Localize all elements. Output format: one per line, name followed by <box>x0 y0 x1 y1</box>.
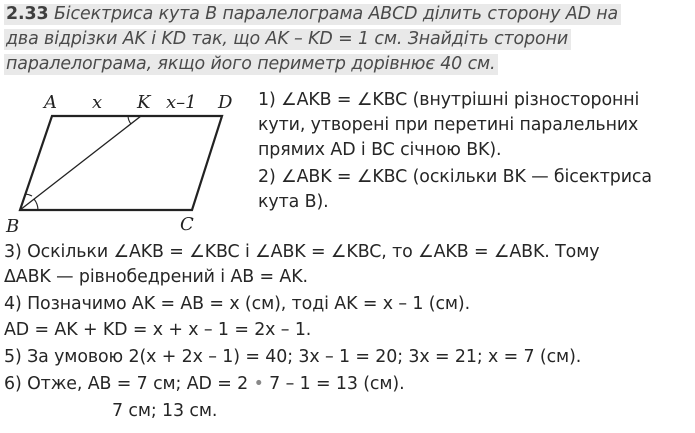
parallelogram-abcd <box>20 116 222 210</box>
problem-line-3: паралелограма, якщо його периметр дорівнює 40 см. <box>4 54 498 75</box>
multiplication-dot: • <box>253 374 264 394</box>
step-6 <box>4 372 405 397</box>
step-6-text-start: 6) Отже, AB = 7 см; AD = 2 <box>4 374 249 394</box>
vertex-label-a: A <box>44 92 57 113</box>
vertex-label-c: C <box>180 214 194 235</box>
step-4-line-2: AD = AK + KD = x + x – 1 = 2x – 1. <box>4 320 312 340</box>
parallelogram-figure <box>0 84 262 236</box>
step-2-line-1: 2) ∠ABK = ∠KBC (оскільки BK — бісектриса <box>258 167 652 187</box>
problem-number: 2.33 <box>6 4 49 24</box>
step-5: 5) За умовою 2(x + 2x – 1) = 40; 3x – 1 = 20; 3x = 21; x = 7 (см). <box>4 347 582 367</box>
problem-line-2: два відрізки AK і KD так, що AK – KD = 1 см. Знайдіть сторони <box>4 29 571 50</box>
step-1-line-3: прямих AD і BC січною BK). <box>258 140 502 160</box>
bisector-bk <box>20 116 141 210</box>
segment-label-x: x <box>92 92 103 113</box>
problem-statement <box>4 2 634 77</box>
step-6-text-end: 7 – 1 = 13 (см). <box>269 374 405 394</box>
step-3-line-2: ΔABK — рівнобедрений і AB = AK. <box>4 267 308 287</box>
angle-arc-b <box>34 199 38 210</box>
segment-label-x-minus-1: x–1 <box>166 92 197 113</box>
angle-arc-k <box>128 116 131 124</box>
vertex-label-b: B <box>6 216 20 236</box>
vertex-label-d: D <box>218 92 233 113</box>
step-1-line-1: 1) ∠AKB = ∠KBC (внутрішні різносторонні <box>258 90 640 110</box>
step-4-line-1: 4) Позначимо AK = AB = x (см), тоді AK = x – 1 (см). <box>4 294 471 314</box>
vertex-label-k: K <box>137 92 151 113</box>
problem-line-1: Бісектриса кута B паралелограма ABCD ділить сторону AD на <box>53 4 619 24</box>
step-1-line-2: кути, утворені при перетині паралельних <box>258 115 639 135</box>
answer: 7 см; 13 см. <box>112 401 218 421</box>
step-2-line-2: кута B). <box>258 192 329 212</box>
step-3-line-1: 3) Оскільки ∠AKB = ∠KBC і ∠ABK = ∠KBC, то ∠AKB = ∠ABK. Тому <box>4 242 600 262</box>
